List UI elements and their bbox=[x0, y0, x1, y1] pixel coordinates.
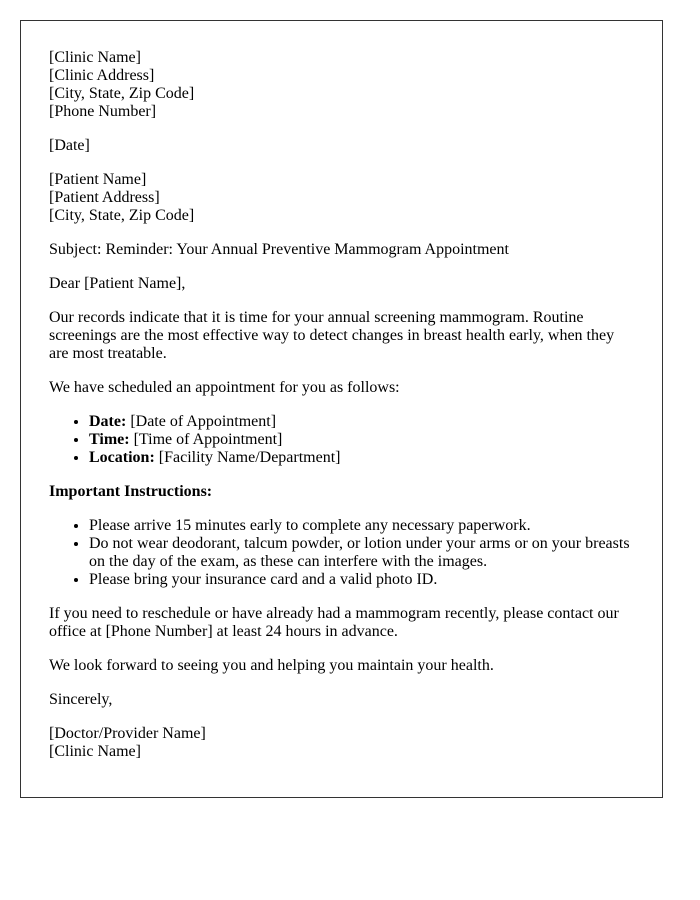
patient-name: [Patient Name] bbox=[49, 171, 147, 188]
instructions-heading bbox=[49, 483, 634, 501]
value: [Facility Name/Department] bbox=[154, 449, 341, 466]
instruction-item: • Please bring your insurance card and a valid photo ID. bbox=[89, 571, 634, 589]
value: [Date of Appointment] bbox=[126, 413, 277, 430]
appointment-location bbox=[89, 449, 634, 467]
appointment-time bbox=[89, 431, 634, 449]
label: Time: bbox=[89, 431, 130, 448]
sender-address bbox=[49, 49, 634, 121]
signoff: Sincerely, bbox=[49, 691, 113, 708]
label: Date: bbox=[89, 413, 127, 430]
label: Location: bbox=[89, 449, 155, 466]
instruction-item: • Please arrive 15 minutes early to complete any necessary paperwork. bbox=[89, 517, 634, 535]
salutation: Dear [Patient Name], bbox=[49, 275, 186, 292]
appointment-details bbox=[49, 413, 634, 467]
letter bbox=[20, 20, 663, 798]
clinic-name: [Clinic Name] bbox=[49, 49, 141, 66]
instructions-list bbox=[49, 517, 634, 589]
patient-address: [Patient Address] bbox=[49, 189, 160, 206]
recipient-address bbox=[49, 171, 634, 225]
clinic-address: [Clinic Address] bbox=[49, 67, 155, 84]
heading-text: Important Instructions: bbox=[49, 483, 213, 500]
reschedule-paragraph: If you need to reschedule or have already had a mammogram recently, please contact our office at [Phone Number] at least 24 hours in advance. bbox=[49, 605, 619, 640]
instruction-item: • Do not wear deodorant, talcum powder, or lotion under your arms or on your breasts on the day of the exam, as these can interfere with the images. bbox=[89, 535, 634, 571]
value: [Time of Appointment] bbox=[129, 431, 283, 448]
clinic-phone: [Phone Number] bbox=[49, 103, 157, 120]
subject-line: Subject: Reminder: Your Annual Preventive Mammogram Appointment bbox=[49, 241, 509, 258]
clinic-city: [City, State, Zip Code] bbox=[49, 85, 195, 102]
schedule-intro: We have scheduled an appointment for you as follows: bbox=[49, 379, 400, 396]
letter-date: [Date] bbox=[49, 137, 90, 154]
patient-city: [City, State, Zip Code] bbox=[49, 207, 195, 224]
signature-clinic-name: [Clinic Name] bbox=[49, 743, 141, 760]
appointment-date bbox=[89, 413, 634, 431]
signature bbox=[49, 725, 634, 761]
provider-name: [Doctor/Provider Name] bbox=[49, 725, 206, 742]
closing-line: We look forward to seeing you and helping you maintain your health. bbox=[49, 657, 494, 674]
intro-paragraph: Our records indicate that it is time for your annual screening mammogram. Routine screenings are the most effective way to detect changes in breast health early, when they are most treatable. bbox=[49, 309, 615, 362]
